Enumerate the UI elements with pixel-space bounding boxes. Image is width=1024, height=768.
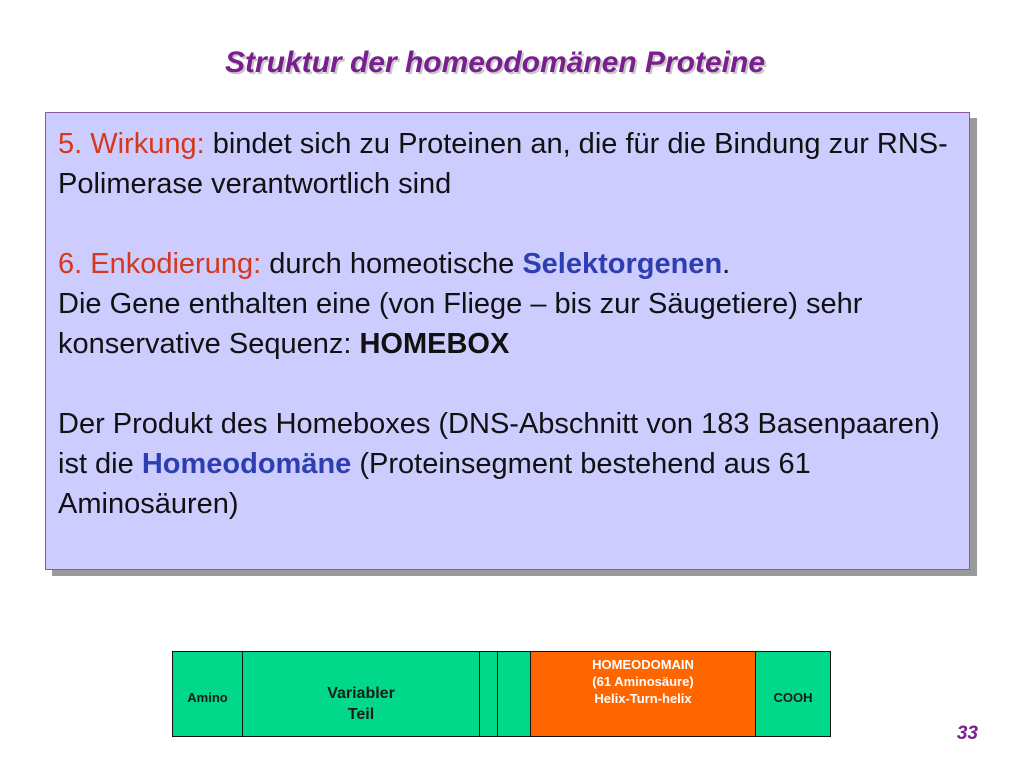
segment-homeodomain-line2: (61 Aminosäure) [592,674,694,689]
segment-variable-label [327,683,395,725]
paragraph-produkt [58,404,957,524]
segment-variable-line2: Teil [347,706,375,723]
enkodierung-text: durch homeotische [261,248,523,280]
paragraph-enkodierung [58,244,957,284]
homebox-highlight: HOMEBOX [359,328,510,360]
segment-amino-label: Amino [187,689,228,705]
wirkung-label: 5. Wirkung: [58,128,205,160]
segment-spacer-1 [480,652,498,736]
enkodierung-end: . [722,248,731,280]
homeodomaene-highlight: Homeodomäne [141,448,352,480]
spacer [58,204,957,244]
segment-homeodomain-line1: HOMEODOMAIN [592,657,694,672]
segment-cooh [756,652,830,736]
spacer [58,364,957,404]
segment-variable [243,652,480,736]
segment-homeodomain [531,652,756,736]
selektorgenen-highlight: Selektorgenen [522,248,723,280]
content-box [45,112,970,570]
segment-homeodomain-label [592,656,694,707]
slide-title: Struktur der homeodomänen Proteine [224,46,766,79]
wirkung-text: bindet sich zu Proteinen an, die für die Bindung zur RNS-Polimerase verantwortlich sind [58,128,948,200]
enkodierung-label: 6. Enkodierung: [58,248,262,280]
produkt-end: (Proteinsegment bestehend aus 61 Aminosäuren) [58,448,811,520]
segment-amino [173,652,243,736]
paragraph-wirkung [58,124,957,204]
produkt-text: Der Produkt des Homeboxes (DNS-Abschnitt von 183 Basenpaaren) ist die [58,408,940,480]
segment-homeodomain-line3: Helix-Turn-helix [594,691,692,706]
paragraph-gene [58,284,957,364]
segment-cooh-label: COOH [773,689,813,705]
protein-structure-diagram [172,651,831,737]
segment-variable-line1: Variabler [327,685,395,702]
gene-text: Die Gene enthalten eine (von Fliege – bis zur Säugetiere) sehr konservative Sequenz: [58,288,863,360]
page-number: 33 [956,723,978,744]
segment-spacer-2 [498,652,531,736]
